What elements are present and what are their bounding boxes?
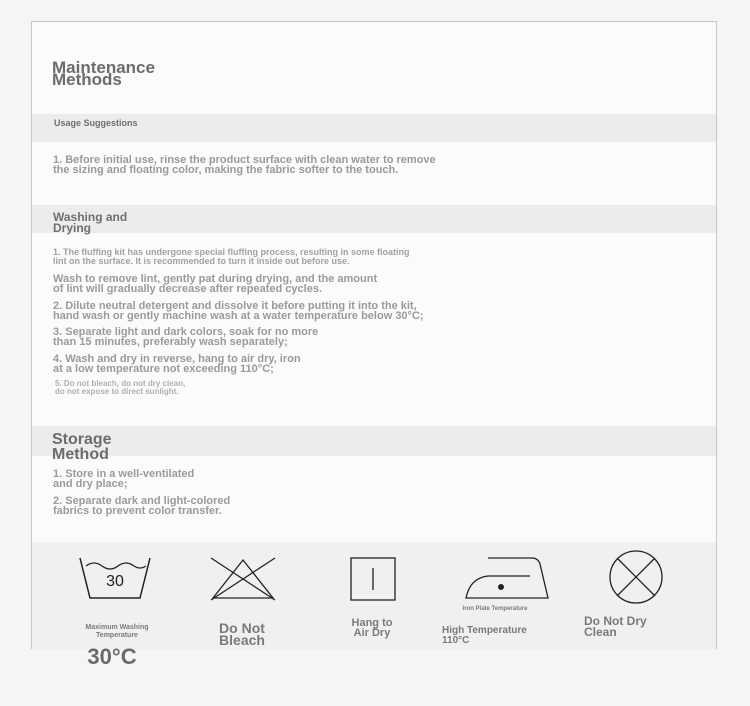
wash-temperature: 30°C <box>87 644 137 669</box>
iron-caption: High Temperature 110°C <box>442 625 527 646</box>
wash-caption: Maximum Washing Temperature <box>85 624 149 639</box>
iron-icon <box>464 556 552 604</box>
storage-title: Storage Method <box>52 431 112 463</box>
washing-item: 5. Do not bleach, do not dry clean, do not expose to direct sunlight. <box>55 379 186 396</box>
no-dry-clean-icon <box>607 548 665 606</box>
no-bleach-caption: Do Not Bleach <box>219 620 265 648</box>
washing-item: 3. Separate light and dark colors, soak for no more than 15 minutes, preferably wash separately; <box>53 326 319 348</box>
storage-band <box>32 426 716 456</box>
washing-title: Washing and Drying <box>53 210 128 235</box>
usage-text: 1. Before initial use, rinse the product surface with clean water to remove the sizing and floating color, making the fabric softer to the touch. <box>53 154 436 176</box>
washing-band <box>32 205 716 233</box>
hang-dry-caption: Hang to Air Dry <box>351 617 393 639</box>
washing-item: Wash to remove lint, gently pat during drying, and the amount of lint will gradually decrease after repeated cycles. <box>53 273 378 295</box>
no-bleach-icon <box>209 556 277 602</box>
storage-item: 1. Store in a well-ventilated and dry place; <box>53 468 195 490</box>
maintenance-title: Maintenance Methods <box>52 58 155 89</box>
storage-item: 2. Separate dark and light-colored fabrics to prevent color transfer. <box>53 495 231 517</box>
washing-item: 2. Dilute neutral detergent and dissolve it before putting it into the kit, hand wash or gently machine wash at a water temperature below 30°C; <box>53 300 424 322</box>
hang-dry-icon <box>349 556 397 602</box>
care-instructions-card <box>31 21 717 669</box>
no-dry-clean-caption: Do Not Dry Clean <box>584 614 647 639</box>
iron-caption-small: Iron Plate Temperature <box>462 606 528 612</box>
wash-number: 30 <box>106 573 124 590</box>
care-icons-row <box>32 542 716 669</box>
usage-title: Usage Suggestions <box>54 118 138 128</box>
washing-item: 1. The fluffing kit has undergone special fluffing process, resulting in some floating lint on the surface. It is recommended to turn it inside out before use. <box>53 247 410 266</box>
washing-item: 4. Wash and dry in reverse, hang to air dry, iron at a low temperature not exceeding 110°C; <box>53 353 301 375</box>
